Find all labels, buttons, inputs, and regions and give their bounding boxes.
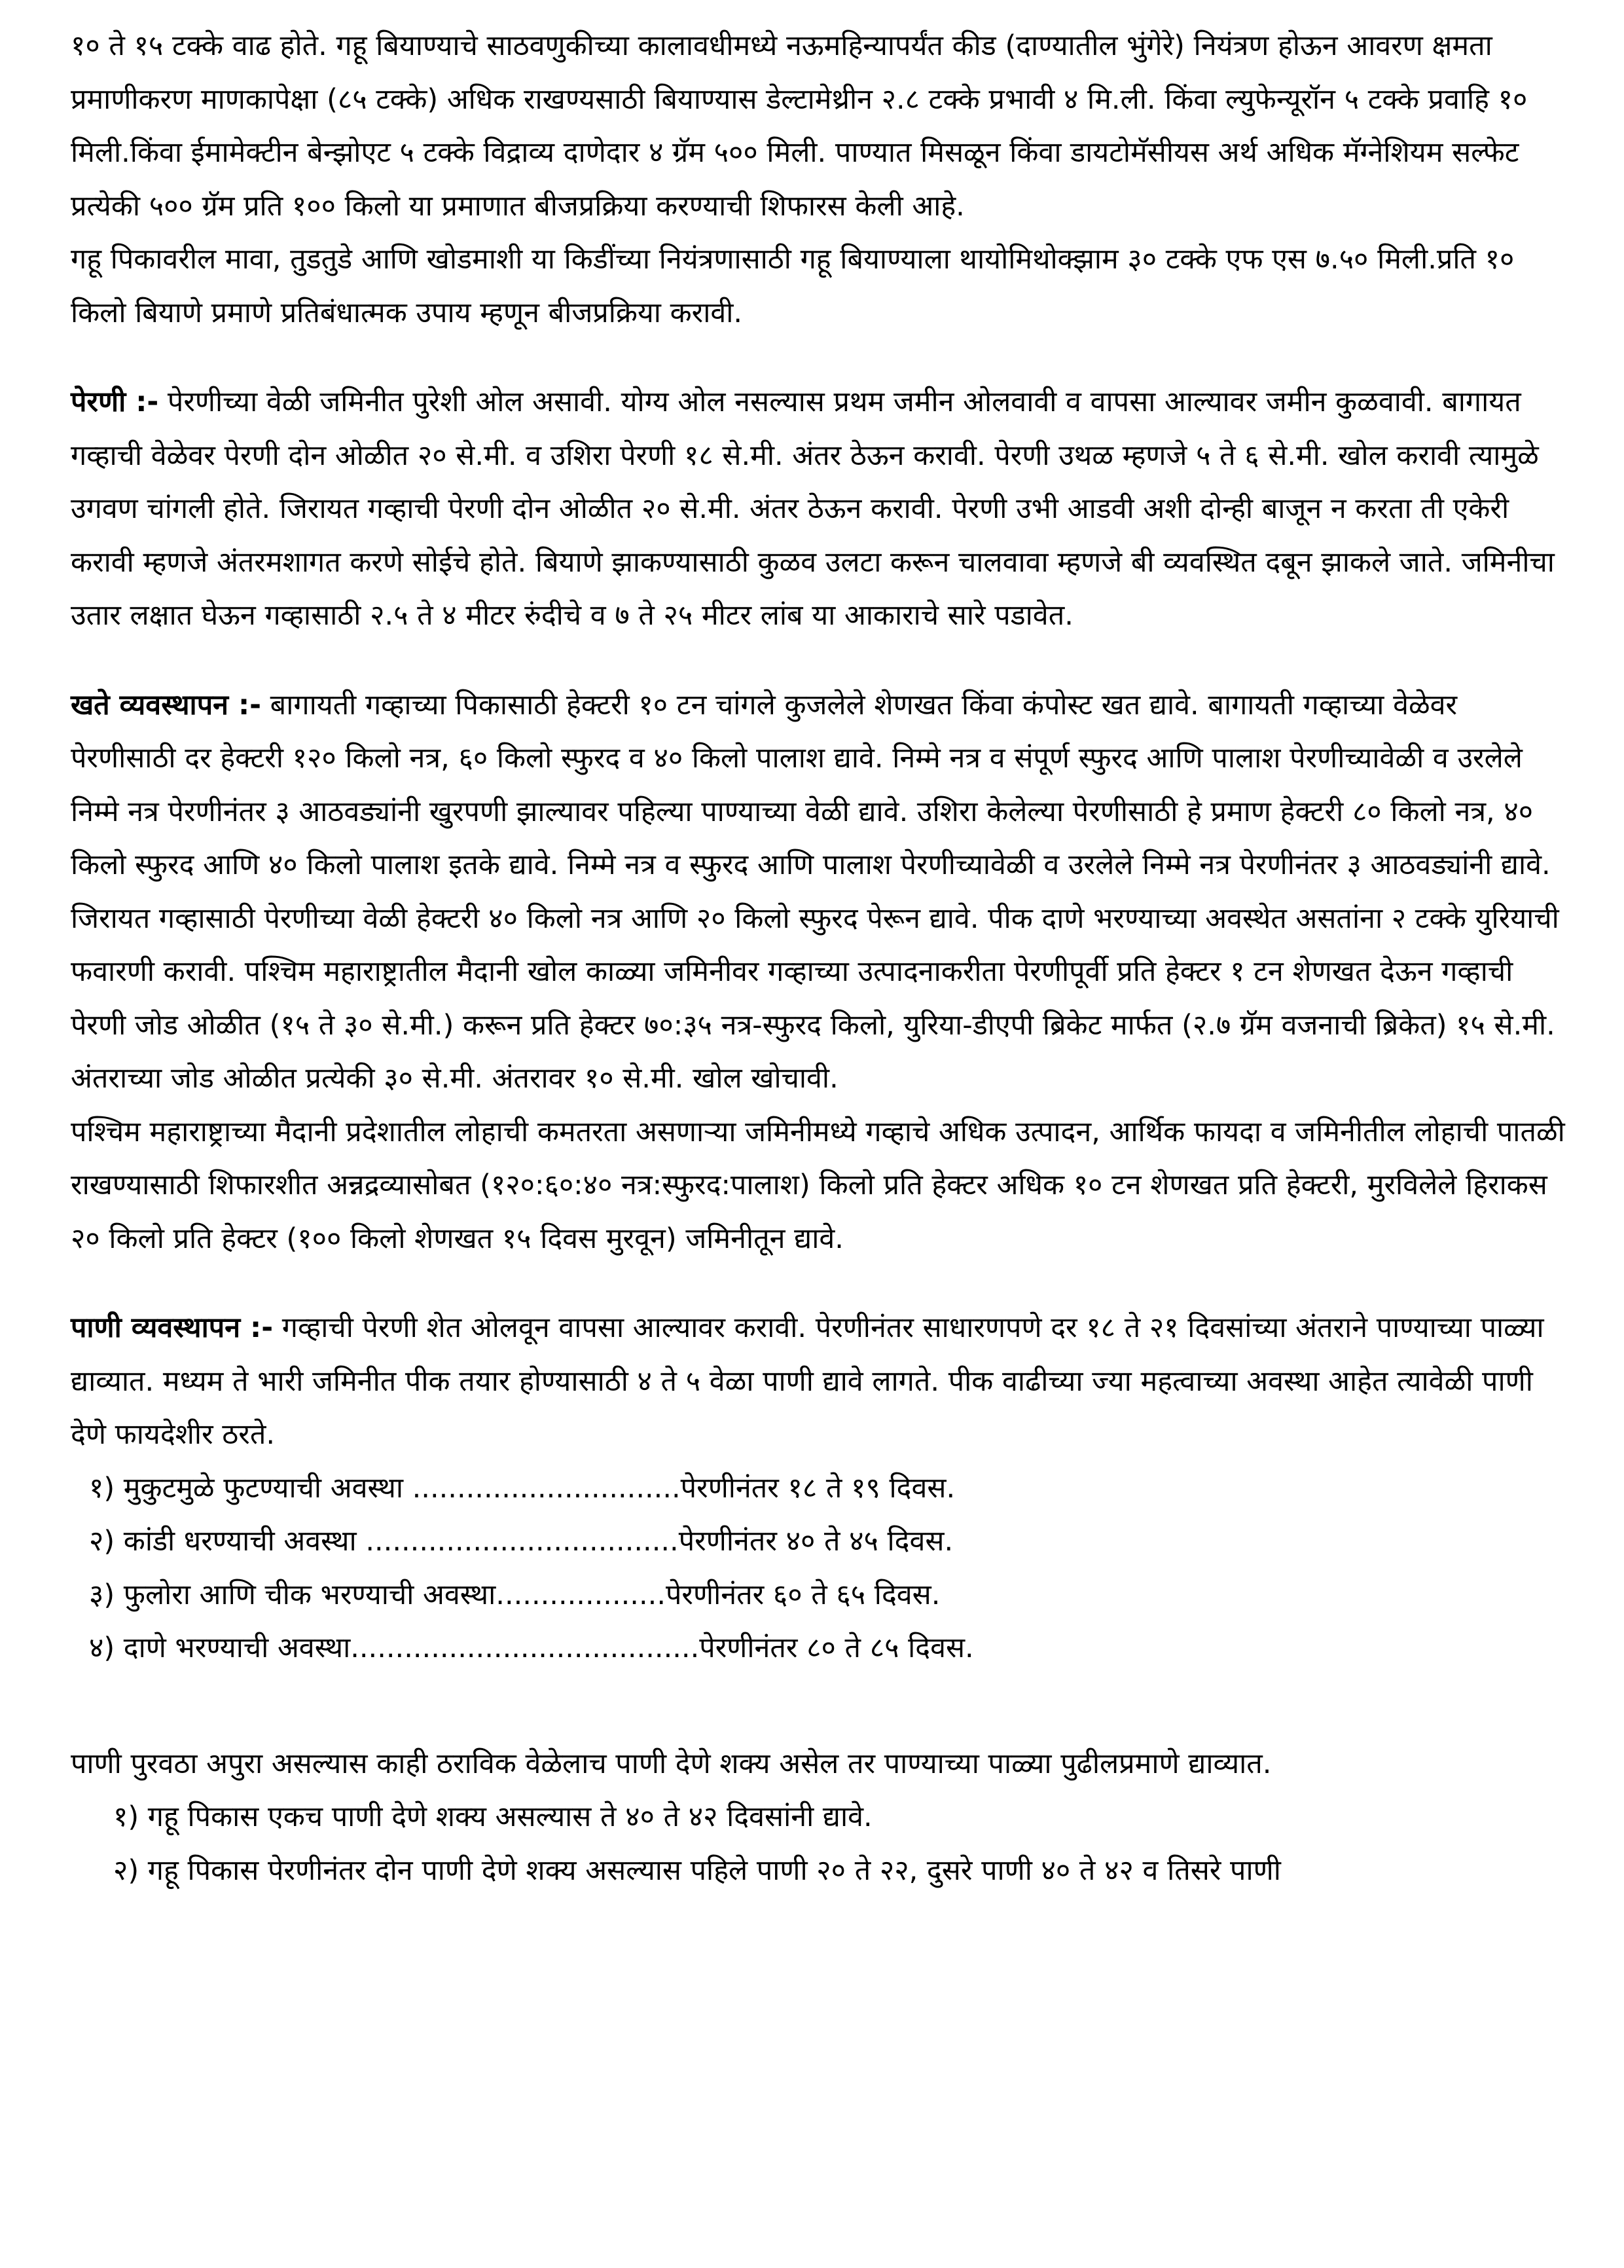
water-shortage-options-list xyxy=(71,1791,1570,1897)
seed-treatment-paragraph: १० ते १५ टक्के वाढ होते. गहू बियाण्याचे साठवणुकीच्या कालावधीमध्ये नऊमहिन्यापर्यंत कीड (दाण्यातील भुंगेरे) नियंत्रण होऊन आवरण क्षमता प्रमाणीकरण माणकापेक्षा (८५ टक्के) अधिक राखण्यसाठी बियाण्यास डेल्टामेथ्रीन २.८ टक्के प्रभावी ४ मि.ली. किंवा ल्युफेन्यूरॉन ५ टक्के प्रवाहि १० मिली.किंवा ईमामेक्टीन बेन्झोएट ५ टक्के विद्राव्य दाणेदार ४ ग्रॅम ५०० मिली. पाण्यात मिसळून किंवा डायटोमॅसीयस अर्थ अधिक मॅग्नेशियम सल्फेट प्रत्येकी ५०० ग्रॅम प्रति १०० किलो या प्रमाणात बीजप्रक्रिया करण्याची शिफारस केली आहे. xyxy=(71,29,1528,223)
document-page xyxy=(71,20,1570,1897)
sowing-heading: पेरणी :- xyxy=(71,386,159,418)
water-heading: पाणी व्यवस्थापन :- xyxy=(71,1311,274,1344)
spacer xyxy=(71,1675,1570,1738)
fertilizer-text: बागायती गव्हाच्या पिकासाठी हेक्टरी १० टन चांगले कुजलेले शेणखत किंवा कंपोस्ट खत द्यावे. बागायती गव्हाच्या वेळेवर पेरणीसाठी दर हेक्टरी १२० किलो नत्र, ६० किलो स्फुरद व ४० किलो पालाश द्यावे. निम्मे नत्र व संपूर्ण स्फुरद आणि पालाश पेरणीच्यावेळी व उरलेले निम्मे नत्र पेरणीनंतर ३ आठवड्यांनी खुरपणी झाल्यावर पहिल्या पाण्याच्या वेळी द्यावे. उशिरा केलेल्या पेरणीसाठी हे प्रमाण हेक्टरी ८० किलो नत्र, ४० किलो स्फुरद आणि ४० किलो पालाश इतके द्यावे. निम्मे नत्र व स्फुरद आणि पालाश पेरणीच्यावेळी व उरलेले निम्मे नत्र पेरणीनंतर ३ आठवड्यांनी द्यावे. जिरायत गव्हासाठी पेरणीच्या वेळी हेक्टरी ४० किलो नत्र आणि २० किलो स्फुरद पेरून द्यावे. पीक दाणे भरण्याच्या अवस्थेत असतांना २ टक्के युरियाची फवारणी करावी. पश्चिम महाराष्ट्रातील मैदानी खोल काळ्या जमिनीवर गव्हाच्या उत्पादनाकरीता पेरणीपूर्वी प्रति हेक्टर १ टन शेणखत देऊन गव्हाची पेरणी जोड ओळीत (१५ ते ३० से.मी.) करून प्रति हेक्टर ७०:३५ नत्र-स्फुरद किलो, युरिया-डीएपी ब्रिकेट मार्फत (२.७ ग्रॅम वजनाची ब्रिकेत) १५ से.मी. अंतराच्या जोड ओळीत प्रत्येकी ३० से.मी. अंतरावर १० से.मी. खोल खोचावी. xyxy=(71,688,1559,1095)
water-section xyxy=(71,1302,1570,1462)
list-item: २) कांडी धरण्याची अवस्था ...................................पेरणीनंतर ४० ते ४५ दिवस. xyxy=(89,1525,954,1558)
fertilizer-heading: खते व्यवस्थापन :- xyxy=(71,688,261,722)
list-item: ४) दाणे भरण्याची अवस्था.......................................पेरणीनंतर ८० ते ८५ दिवस. xyxy=(89,1632,974,1664)
list-item: २) गहू पिकास पेरणीनंतर दोन पाणी देणे शक्य असल्यास पहिले पाणी २० ते २२, दुसरे पाणी ४० ते ४२ व तिसरे पाणी xyxy=(113,1854,1281,1887)
list-item: ३) फुलोरा आणि चीक भरण्याची अवस्था...................पेरणीनंतर ६० ते ६५ दिवस. xyxy=(89,1578,941,1611)
iron-deficiency-paragraph: पश्चिम महाराष्ट्राच्या मैदानी प्रदेशातील लोहाची कमतरता असणाऱ्या जमिनीमध्ये गव्हाचे अधिक उत्पादन, आर्थिक फायदा व जमिनीतील लोहाची पातळी राखण्यासाठी शिफारशीत अन्नद्रव्यासोबत (१२०:६०:४० नत्र:स्फुरद:पालाश) किलो प्रति हेक्टर अधिक १० टन शेणखत प्रति हेक्टरी, मुरविलेले हिराकस २० किलो प्रति हेक्टर (१०० किलो शेणखत १५ दिवस मुरवून) जमिनीतून द्यावे. xyxy=(71,1115,1565,1255)
spacer xyxy=(71,643,1570,679)
water-text: गव्हाची पेरणी शेत ओलवून वापसा आल्यावर करावी. पेरणीनंतर साधारणपणे दर १८ ते २१ दिवसांच्या अंतराने पाण्याच्या पाळ्या द्याव्यात. मध्यम ते भारी जमिनीत पीक तयार होण्यासाठी ४ ते ५ वेळा पाणी द्यावे लागते. पीक वाढीच्या ज्या महत्वाच्या अवस्था आहेत त्यावेळी पाणी देणे फायदेशीर ठरते. xyxy=(71,1311,1544,1451)
spacer xyxy=(71,1266,1570,1302)
sowing-section xyxy=(71,376,1570,643)
pest-control-paragraph: गहू पिकावरील मावा, तुडतुडे आणि खोडमाशी या किडींच्या नियंत्रणासाठी गहू बियाण्याला थायोमिथोक्झाम ३० टक्के एफ एस ७.५० मिली.प्रति १० किलो बियाणे प्रमाणे प्रतिबंधात्मक उपाय म्हणून बीजप्रक्रिया करावी. xyxy=(71,243,1515,329)
sowing-text: पेरणीच्या वेळी जमिनीत पुरेशी ओल असावी. योग्य ओल नसल्यास प्रथम जमीन ओलवावी व वापसा आल्यावर जमीन कुळवावी. बागायत गव्हाची वेळेवर पेरणी दोन ओळीत २० से.मी. व उशिरा पेरणी १८ से.मी. अंतर ठेऊन करावी. पेरणी उथळ म्हणजे ५ ते ६ से.मी. खोल करावी त्यामुळे उगवण चांगली होते. जिरायत गव्हाची पेरणी दोन ओळीत २० से.मी. अंतर ठेऊन करावी. पेरणी उभी आडवी अशी दोन्ही बाजून न करता ती एकेरी करावी म्हणजे अंतरमशागत करणे सोईचे होते. बियाणे झाकण्यासाठी कुळव उलटा करून चालवावा म्हणजे बी व्यवस्थित दबून झाकले जाते. जमिनीचा उतार लक्षात घेऊन गव्हासाठी २.५ ते ४ मीटर रुंदीचे व ७ ते २५ मीटर लांब या आकाराचे सारे पडावेत. xyxy=(71,386,1555,632)
fertilizer-section xyxy=(71,679,1570,1106)
list-item: १) गहू पिकास एकच पाणी देणे शक्य असल्यास ते ४० ते ४२ दिवसांनी द्यावे. xyxy=(113,1801,873,1833)
irrigation-stages-list xyxy=(71,1462,1570,1675)
spacer xyxy=(71,340,1570,376)
water-shortage-paragraph: पाणी पुरवठा अपुरा असल्यास काही ठराविक वेळेलाच पाणी देणे शक्य असेल तर पाण्याच्या पाळ्या पुढीलप्रमाणे द्याव्यात. xyxy=(71,1747,1272,1780)
list-item: १) मुकुटमुळे फुटण्याची अवस्था ..............................पेरणीनंतर १८ ते १९ दिवस. xyxy=(89,1471,956,1505)
